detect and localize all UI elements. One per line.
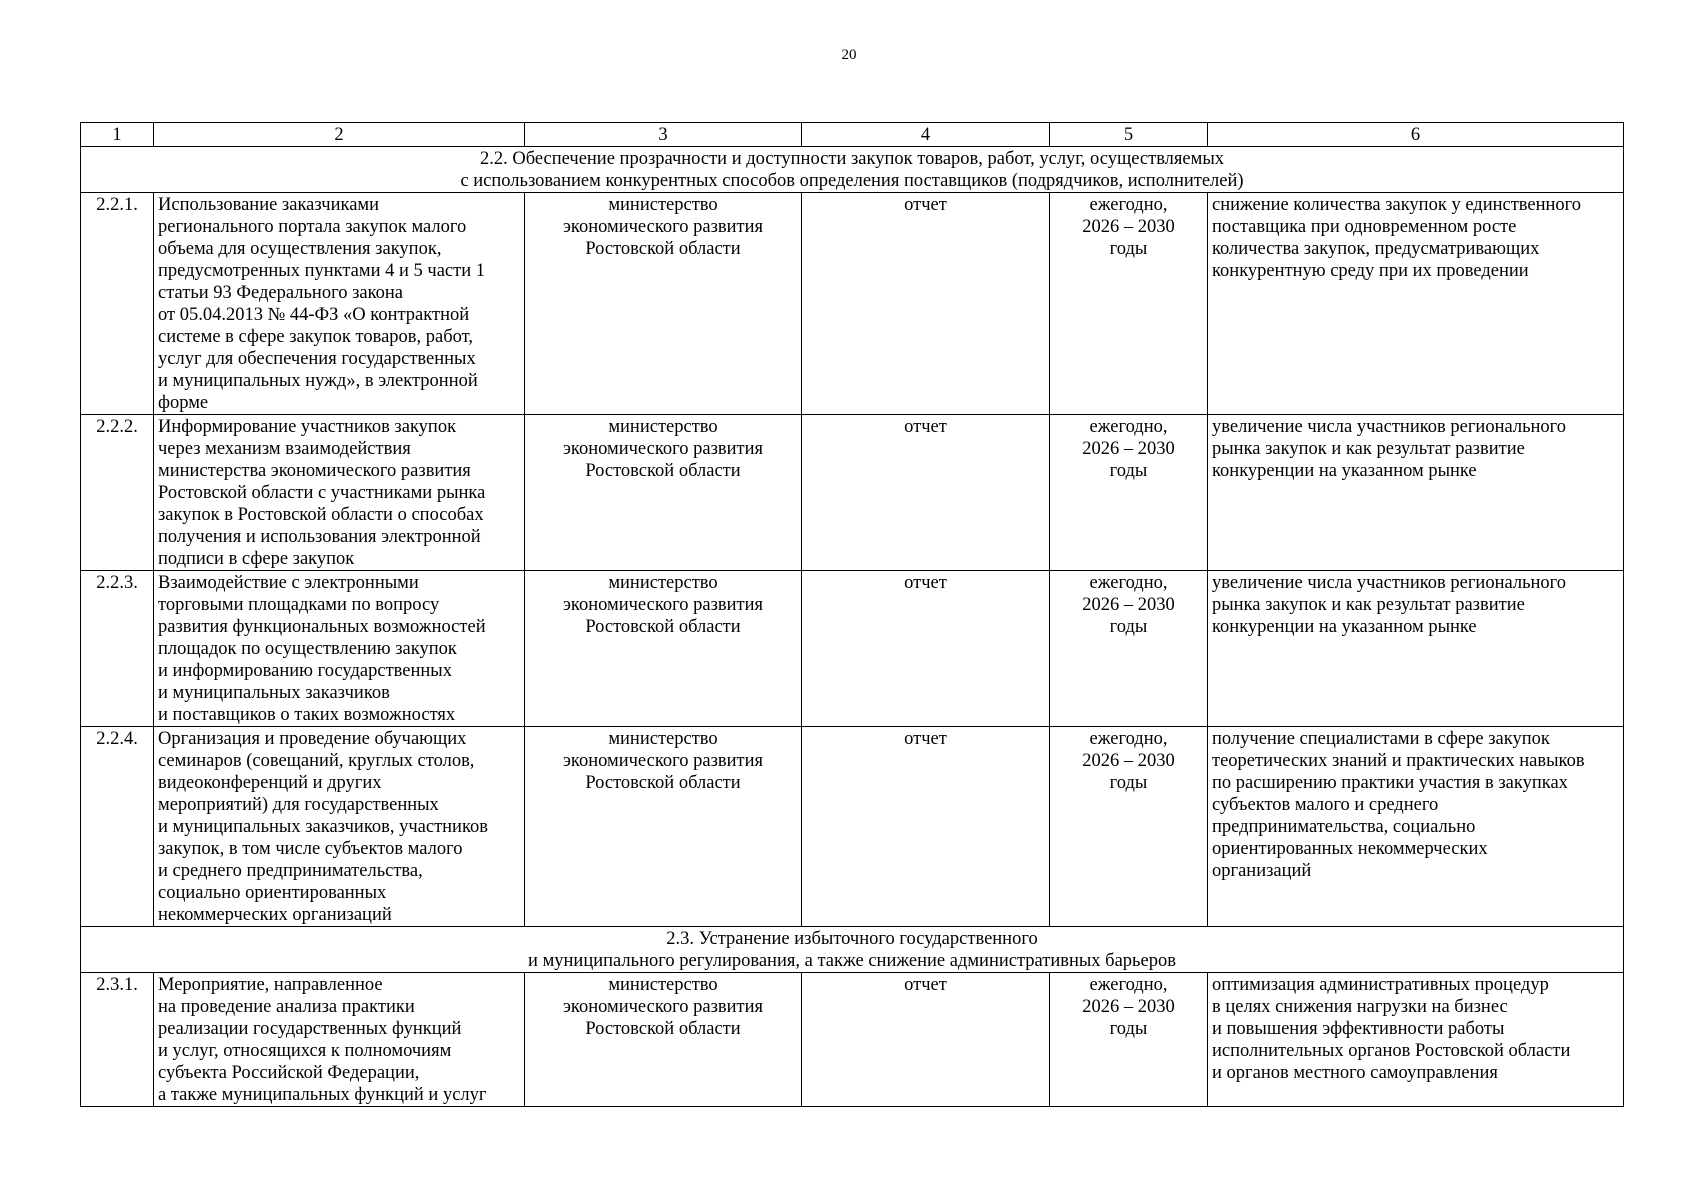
section-title: [81, 927, 1624, 973]
cell-text-line: закупок, в том числе субъектов малого: [158, 839, 463, 859]
cell-text-line: объема для осуществления закупок,: [158, 239, 442, 259]
action-cell: [154, 193, 525, 415]
period-cell: [1050, 193, 1208, 415]
action-plan-table: [80, 122, 1624, 1107]
cell-text-line: а также муниципальных функций и услуг: [158, 1085, 487, 1105]
cell-text-line: министерство: [608, 975, 718, 995]
executor-cell: [525, 727, 802, 927]
cell-text-line: увеличение числа участников регионального: [1212, 417, 1567, 437]
cell-text-line: министерство: [608, 729, 718, 749]
section-heading: [81, 927, 1624, 973]
cell-text-line: получение специалистами в сфере закупок: [1212, 729, 1550, 749]
cell-text-line: от 05.04.2013 № 44-ФЗ «О контрактной: [158, 305, 470, 325]
cell-text-line: ежегодно,: [1089, 573, 1168, 593]
table-row: [81, 571, 1624, 727]
cell-text-line: субъекта Российской Федерации,: [158, 1063, 420, 1083]
cell-text-line: закупок в Ростовской области о способах: [158, 505, 484, 525]
cell-text-line: статьи 93 Федерального закона: [158, 283, 404, 303]
cell-text-line: Мероприятие, направленное: [158, 975, 383, 995]
column-header-2: 2: [154, 123, 525, 147]
cell-text-line: годы: [1109, 617, 1148, 637]
cell-text-line: экономического развития: [562, 997, 764, 1017]
cell-text-line: Ростовской области с участниками рынка: [158, 483, 486, 503]
row-number: 2.2.1.: [81, 193, 154, 415]
cell-text-line: подписи в сфере закупок: [158, 549, 355, 569]
cell-text-line: услуг для обеспечения государственных: [158, 349, 476, 369]
cell-text-line: Ростовской области: [585, 461, 741, 481]
period-cell: [1050, 571, 1208, 727]
result-cell: [1208, 727, 1624, 927]
cell-text-line: конкуренции на указанном рынке: [1212, 617, 1477, 637]
result-cell: [1208, 193, 1624, 415]
table-row: [81, 415, 1624, 571]
action-cell: [154, 973, 525, 1107]
row-number: 2.2.3.: [81, 571, 154, 727]
cell-text-line: годы: [1109, 461, 1148, 481]
cell-text-line: ежегодно,: [1089, 729, 1168, 749]
executor-cell: [525, 973, 802, 1107]
cell-text-line: исполнительных органов Ростовской области: [1212, 1041, 1571, 1061]
cell-text-line: министерство: [608, 573, 718, 593]
cell-text-line: Ростовской области: [585, 617, 741, 637]
executor-cell: [525, 415, 802, 571]
cell-text-line: предпринимательства, социально: [1212, 817, 1476, 837]
cell-text-line: экономического развития: [562, 595, 764, 615]
cell-text-line: годы: [1109, 1019, 1148, 1039]
cell-text-line: конкуренции на указанном рынке: [1212, 461, 1477, 481]
cell-text-line: увеличение числа участников регионального: [1212, 573, 1567, 593]
cell-text-line: министерство: [608, 195, 718, 215]
section-title: [81, 147, 1624, 193]
cell-text-line: и органов местного самоуправления: [1212, 1063, 1498, 1083]
column-header-1: 1: [81, 123, 154, 147]
cell-text-line: и повышения эффективности работы: [1212, 1019, 1505, 1039]
cell-text-line: предусмотренных пунктами 4 и 5 части 1: [158, 261, 485, 281]
cell-text-line: конкурентную среду при их проведении: [1212, 261, 1529, 281]
cell-text-line: ежегодно,: [1089, 417, 1168, 437]
row-number: 2.2.2.: [81, 415, 154, 571]
cell-text-line: количества закупок, предусматривающих: [1212, 239, 1540, 259]
action-cell: [154, 571, 525, 727]
cell-text-line: и информированию государственных: [158, 661, 452, 681]
cell-text-line: и муниципальных заказчиков: [158, 683, 390, 703]
document-cell: отчет: [802, 727, 1050, 927]
table-row: [81, 727, 1624, 927]
cell-text-line: Ростовской области: [585, 773, 741, 793]
column-header-3: 3: [525, 123, 802, 147]
cell-text-line: площадок по осуществлению закупок: [158, 639, 457, 659]
period-cell: [1050, 415, 1208, 571]
cell-text-line: Информирование участников закупок: [158, 417, 457, 437]
cell-text-line: и муниципальных нужд», в электронной: [158, 371, 478, 391]
cell-text-line: годы: [1109, 773, 1148, 793]
cell-text-line: торговыми площадками по вопросу: [158, 595, 440, 615]
result-cell: [1208, 973, 1624, 1107]
period-cell: [1050, 727, 1208, 927]
action-cell: [154, 727, 525, 927]
cell-text-line: экономического развития: [562, 217, 764, 237]
cell-text-line: поставщика при одновременном росте: [1212, 217, 1517, 237]
cell-text-line: Взаимодействие с электронными: [158, 573, 419, 593]
period-cell: [1050, 973, 1208, 1107]
cell-text-line: 2026 – 2030: [1082, 217, 1175, 237]
page-number: 20: [841, 47, 857, 63]
result-cell: [1208, 571, 1624, 727]
column-header-5: 5: [1050, 123, 1208, 147]
cell-text-line: по расширению практики участия в закупках: [1212, 773, 1568, 793]
document-cell: отчет: [802, 193, 1050, 415]
cell-text-line: субъектов малого и среднего: [1212, 795, 1439, 815]
column-header-6: 6: [1208, 123, 1624, 147]
header-row: [81, 123, 1624, 147]
cell-text-line: видеоконференций и других: [158, 773, 382, 793]
cell-text-line: 2026 – 2030: [1082, 751, 1175, 771]
cell-text-line: ориентированных некоммерческих: [1212, 839, 1488, 859]
cell-text-line: некоммерческих организаций: [158, 905, 392, 925]
cell-text-line: 2026 – 2030: [1082, 595, 1175, 615]
cell-text-line: 2.2. Обеспечение прозрачности и доступности закупок товаров, работ, услуг, осуществляемых: [479, 149, 1225, 169]
cell-text-line: форме: [158, 393, 209, 413]
cell-text-line: ежегодно,: [1089, 195, 1168, 215]
cell-text-line: снижение количества закупок у единственного: [1212, 195, 1582, 215]
result-cell: [1208, 415, 1624, 571]
cell-text-line: и муниципального регулирования, а также снижение административных барьеров: [528, 951, 1176, 971]
action-cell: [154, 415, 525, 571]
cell-text-line: мероприятий) для государственных: [158, 795, 439, 815]
row-number: 2.3.1.: [81, 973, 154, 1107]
cell-text-line: в целях снижения нагрузки на бизнес: [1212, 997, 1508, 1017]
cell-text-line: министерства экономического развития: [158, 461, 471, 481]
cell-text-line: через механизм взаимодействия: [158, 439, 411, 459]
column-header-4: 4: [802, 123, 1050, 147]
cell-text-line: и поставщиков о таких возможностях: [158, 705, 456, 725]
cell-text-line: министерство: [608, 417, 718, 437]
document-cell: отчет: [802, 415, 1050, 571]
cell-text-line: на проведение анализа практики: [158, 997, 415, 1017]
cell-text-line: организаций: [1212, 861, 1312, 881]
row-number: 2.2.4.: [81, 727, 154, 927]
section-heading: [81, 147, 1624, 193]
cell-text-line: и услуг, относящихся к полномочиям: [158, 1041, 452, 1061]
cell-text-line: экономического развития: [562, 439, 764, 459]
cell-text-line: экономического развития: [562, 751, 764, 771]
cell-text-line: социально ориентированных: [158, 883, 387, 903]
cell-text-line: Ростовской области: [585, 239, 741, 259]
cell-text-line: Использование заказчиками: [158, 195, 380, 215]
executor-cell: [525, 571, 802, 727]
cell-text-line: реализации государственных функций: [158, 1019, 462, 1039]
cell-text-line: с использованием конкурентных способов определения поставщиков (подрядчиков, исполнителей): [460, 171, 1244, 191]
cell-text-line: рынка закупок и как результат развитие: [1212, 595, 1525, 615]
cell-text-line: теоретических знаний и практических навыков: [1212, 751, 1585, 771]
cell-text-line: семинаров (совещаний, круглых столов,: [158, 751, 475, 771]
cell-text-line: развития функциональных возможностей: [158, 617, 486, 637]
cell-text-line: годы: [1109, 239, 1148, 259]
cell-text-line: Организация и проведение обучающих: [158, 729, 467, 749]
cell-text-line: и среднего предпринимательства,: [158, 861, 423, 881]
cell-text-line: 2026 – 2030: [1082, 439, 1175, 459]
executor-cell: [525, 193, 802, 415]
cell-text-line: получения и использования электронной: [158, 527, 481, 547]
cell-text-line: ежегодно,: [1089, 975, 1168, 995]
table-row: [81, 193, 1624, 415]
document-cell: отчет: [802, 973, 1050, 1107]
cell-text-line: рынка закупок и как результат развитие: [1212, 439, 1525, 459]
cell-text-line: 2026 – 2030: [1082, 997, 1175, 1017]
document-cell: отчет: [802, 571, 1050, 727]
cell-text-line: оптимизация административных процедур: [1212, 975, 1549, 995]
cell-text-line: регионального портала закупок малого: [158, 217, 467, 237]
cell-text-line: 2.3. Устранение избыточного государственного: [666, 929, 1038, 949]
cell-text-line: Ростовской области: [585, 1019, 741, 1039]
cell-text-line: системе в сфере закупок товаров, работ,: [158, 327, 473, 347]
table-row: [81, 973, 1624, 1107]
cell-text-line: и муниципальных заказчиков, участников: [158, 817, 488, 837]
